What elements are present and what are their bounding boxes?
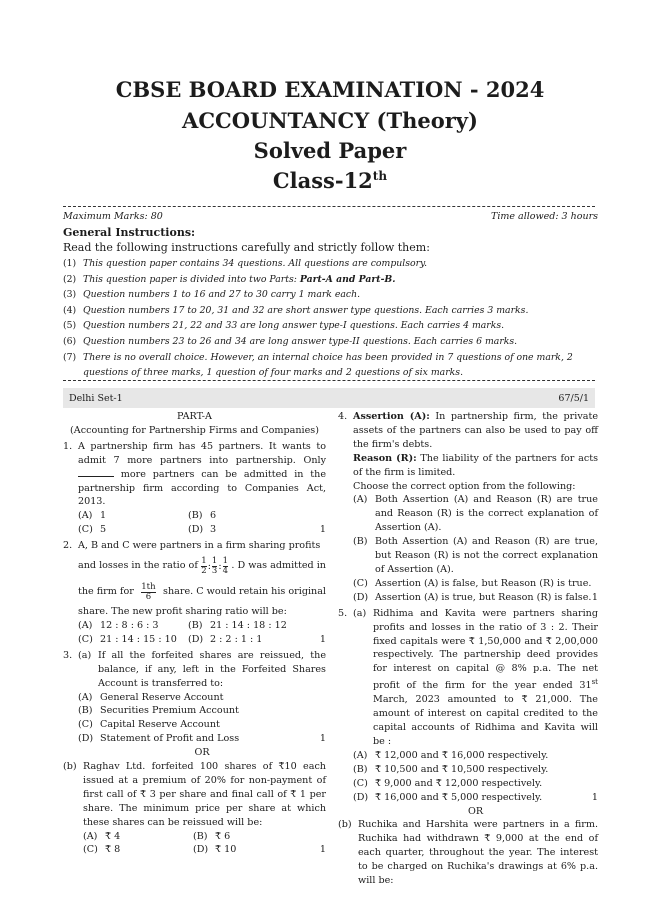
set-name: Delhi Set-1 [69,392,123,404]
set-bar [63,388,595,408]
right-column [338,410,598,888]
instruction-item: (2) This question paper is divided into two Parts: Part-A and Part-B. [63,273,396,285]
class-title: Class-12th [272,168,388,193]
question-3: 3. (a) If all the forfeited shares are reissued, the balance, if any, left in the Forfeited Shares Account is transferred to: (A) General Reserve Account (B) Securities Premium Account (C) Capital Reserve Account (D) Statement of Profit and Loss 1 OR [63,649,326,759]
instructions-list [63,256,598,381]
answer-blank [78,476,114,477]
instruction-item: (1) This question paper contains 34 questions. All questions are compulsory. [63,258,428,269]
marks: 1 [591,791,598,803]
question-5: 5. (a) Ridhima and Kavita were partners sharing profits and losses in the ratio of 3 : 2. Their fixed capitals were ₹ 1,50,000 and ₹ 2,00,000 respectively. The partnership deed provides for interest on capital @ 8% p.a. The net profit of the firm for the year ended 31st March, 2023 amounted to ₹ 21,000. The amount of interest on capital credited to the capital accounts of Ridhima and Kavita will be : (A) ₹ 12,000 and ₹ 16,000 respectively. (B) ₹ 10,500 and ₹ 10,500 respectively. (C) ₹ 9,000 and ₹ 12,000 respectively. (D) ₹ 16,000 and ₹ 5,000 respectively. 1 OR [338,607,598,817]
set-code: 67/5/1 [558,392,589,404]
divider-bottom [63,380,595,381]
marks: 1 [591,591,598,603]
marks: 1 [319,633,326,645]
instructions-title: General Instructions: [63,226,196,239]
question-5b: (b) Ruchika and Harshita were partners in a firm. Ruchika had withdrawn ₹ 9,000 at the end of each quarter, throughout the year. The interest to be charged on Ruchika's drawings at 6% p.a. will be: [338,819,598,887]
or-separator: OR [194,747,210,759]
subject-title: ACCOUNTANCY (Theory) [182,108,478,133]
question-3b: (b) Raghav Ltd. forfeited 100 shares of ₹10 each issued at a premium of 20% for non-payment of first call of ₹ 3 per share and final call of ₹ 1 per share. The minimum price per share at which these shares can be reissued will be: (A) ₹ 4 (B) ₹ 6 (C) ₹ 8 (D) ₹ 10 1 [63,761,326,856]
or-separator: OR [467,805,484,817]
instruction-item: (3) Question numbers 1 to 16 and 27 to 30 carry 1 mark each. [63,289,361,301]
exam-title: CBSE BOARD EXAMINATION - 2024 [115,77,545,102]
max-marks: Maximum Marks: 80 [63,211,163,222]
instruction-item: (5) Question numbers 21, 22 and 33 are long answer type-I questions. Each carries 4 marks. [63,320,505,332]
instruction-item: (6) Question numbers 23 to 26 and 34 are long answer type-II questions. Each carries 6 marks. [63,335,518,347]
marks: 1 [319,733,326,745]
time-allowed: Time allowed: 3 hours [491,211,598,222]
left-column [63,410,326,857]
divider-top [63,206,595,207]
part-subtitle: (Accounting for Partnership Firms and Companies) [70,424,319,436]
marks: 1 [319,524,326,536]
instruction-item: (4) Question numbers 17 to 20, 31 and 32 are short answer type questions. Each carries 3 marks. [63,304,529,316]
marks: 1 [319,844,326,856]
paper-type: Solved Paper [253,138,407,163]
instruction-item: (7) There is no overall choice. However, an internal choice has been provided in 7 questions of one mark, 2 questions of three marks, 1 question of four marks and 2 questions of six marks. [63,351,573,379]
question-1: 1. A partnership firm has 45 partners. It wants to admit 7 more partners into partnership. Only more partners can be admitted in the partnership firm according to Companies Act, 2013. (A) 1 (B) 6 (C) 5 (D) 3 1 [63,440,326,536]
question-4: 4. Assertion (A): In partnership firm, the private assets of the partners can also be used to pay off the firm's debts. Reason (R): The liability of the partners for acts of the firm is limited. Choose the correct option from the following: (A) Both Assertion (A) and Reason (R) are true and Reason (R) is the correct explanation of Assertion (A). (B) Both Assertion (A) and Reason (R) are true, but Reason (R) is not the correct explanation of Assertion (A). (C) Assertion (A) is false, but Reason (R) is true. (D) Assertion (A) is true, but Reason (R) is false. 1 [338,411,598,603]
question-2: 2. A, B and C were partners in a firm sharing profits and losses in the ratio of $\frac{1}{2}$ : $\frac{1}{3}$ : $\frac{1}{4}$ . D was admitted in the firm for $\frac{1th}{6}$ share. C would retain his original share. The new profit sharing ratio will be: (A) 12 : 8 : 6 : 3 (B) 21 : 14 : 18 : 12 (C) 21 : 14 : 15 : 10 (D) 2 : 2 : 1 : 1 1 [63,540,326,645]
instructions-intro: Read the following instructions carefully and strictly follow them: [63,241,430,254]
part-title: PART-A [177,411,212,422]
